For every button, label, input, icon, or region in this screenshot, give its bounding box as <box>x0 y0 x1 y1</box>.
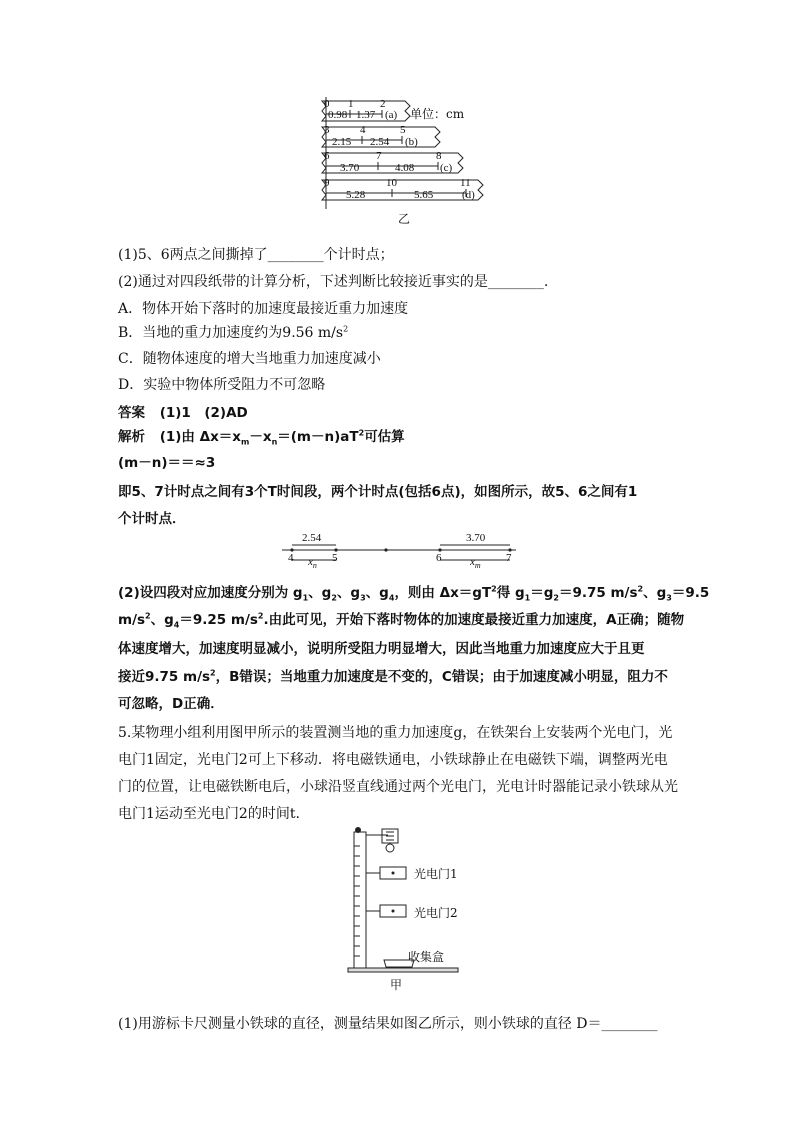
gate-2-label: 光电门2 <box>414 906 458 920</box>
point-label: 4 <box>360 124 366 136</box>
figure-caption: 乙 <box>398 212 411 226</box>
length-label: 2.15 <box>332 136 352 148</box>
q5-line-2: 电门1固定，光电门2可上下移动．将电磁铁通电，小铁球静止在电磁铁下端，调整两光电 <box>118 752 668 768</box>
mini-right-length: 3.70 <box>466 532 486 544</box>
mini-point: 7 <box>506 552 512 564</box>
figure-yi <box>310 96 510 236</box>
point-label: 7 <box>376 150 382 162</box>
analysis-line-2: (m－n)＝＝≈3 <box>118 455 216 471</box>
question-2: (2)通过对四段纸带的计算分析，下述判断比较接近事实的是________. <box>118 274 549 290</box>
length-label: 4.08 <box>395 162 415 174</box>
point-label: 10 <box>386 177 397 189</box>
option-c: C．随物体速度的增大当地重力加速度减小 <box>118 351 381 367</box>
point-label: 2 <box>380 98 386 110</box>
mini-xn: $x_n$ <box>308 556 317 571</box>
length-label: 1.37 <box>356 109 376 121</box>
length-label: 5.28 <box>346 189 366 201</box>
figure-jia <box>340 826 500 996</box>
option-d: D．实验中物体所受阻力不可忽略 <box>118 377 326 393</box>
mini-point: 5 <box>332 552 338 564</box>
question-1: (1)5、6两点之间撕掉了________个计时点； <box>118 247 394 263</box>
answer-line <box>118 401 248 421</box>
option-a: A．物体开始下落时的加速度最接近重力加速度 <box>118 301 409 317</box>
point-label: 8 <box>436 150 442 162</box>
tape-tag: (a) <box>385 109 398 121</box>
length-label: 5.65 <box>414 189 434 201</box>
point-label: 1 <box>348 98 354 110</box>
analysis-line-5: (2)设四段对应加速度分别为 $g_1$、$g_2$、$g_3$、$g_4$，则由 $\Delta x=gT^2$得 $g_1=g_2=9.75$ $m/s^2$、$g_3=9.5$ <box>118 584 710 603</box>
unit-label: 单位：cm <box>410 107 465 121</box>
analysis-line-6: $m/s^2$、$g_4=9.25$ $m/s^2$.由此可见，开始下落时物体的加速度最接近重力加速度，A正确；随物 <box>118 611 685 630</box>
analysis-label: 解析 <box>118 429 145 445</box>
length-label: 0.98 <box>328 109 348 121</box>
point-label: 11 <box>460 177 471 189</box>
analysis-line-9: 可忽略，D正确． <box>118 696 224 712</box>
mini-xm: $x_m$ <box>470 556 481 571</box>
analysis-line-4: 个计时点． <box>118 511 186 527</box>
q5-subquestion-1: (1)用游标卡尺测量小铁球的直径，测量结果如图乙所示，则小铁球的直径 D＝________ <box>118 1016 658 1032</box>
figure-caption: 甲 <box>390 978 403 992</box>
q5-line-3: 门的位置，让电磁铁断电后，小球沿竖直线通过两个光电门，光电计时器能记录小铁球从光 <box>118 779 678 795</box>
q5-line-1: 5.某物理小组利用图甲所示的装置测当地的重力加速度g，在铁架台上安装两个光电门，光 <box>118 725 673 741</box>
q5-line-4: 电门1运动至光电门2的时间t. <box>118 806 300 822</box>
tape-tag: (c) <box>440 162 453 174</box>
tape-tag: (b) <box>405 136 418 148</box>
length-label: 3.70 <box>340 162 360 174</box>
mini-tape-diagram <box>280 532 520 570</box>
analysis-line-3: 即5、7计时点之间有3个T时间段，两个计时点(包括6点)，如图所示，故5、6之间有1 <box>118 484 638 500</box>
length-label: 2.54 <box>370 136 390 148</box>
analysis-line-1: 解析 (1)由 $\Delta x=x_m-x_n=(m-n)aT^2$可估算 <box>118 428 405 447</box>
analysis-line-8: 接近9.75 $m/s^2$，B错误；当地重力加速度是不变的，C错误；由于加速度减小明显，阻力不 <box>118 668 668 685</box>
point-label: 5 <box>400 124 406 136</box>
mini-point: 4 <box>288 552 294 564</box>
point-label: 0 <box>324 98 330 110</box>
point-label: 9 <box>324 177 330 189</box>
analysis-line-7: 体速度增大，加速度明显减小，说明所受阻力明显增大，因此当地重力加速度应大于且更 <box>118 641 645 657</box>
option-b: B．当地的重力加速度约为9.56 $m/s^2$ <box>118 324 349 341</box>
box-label: 收集盒 <box>408 950 445 964</box>
mini-left-length: 2.54 <box>302 532 322 544</box>
mini-point: 6 <box>436 552 442 564</box>
answer-label: 答案 <box>118 405 145 421</box>
answer-text: (1)1 (2)AD <box>159 405 248 421</box>
point-label: 6 <box>324 150 330 162</box>
gate-1-label: 光电门1 <box>414 867 458 881</box>
tape-tag: (d) <box>462 189 475 201</box>
point-label: 3 <box>324 124 330 136</box>
